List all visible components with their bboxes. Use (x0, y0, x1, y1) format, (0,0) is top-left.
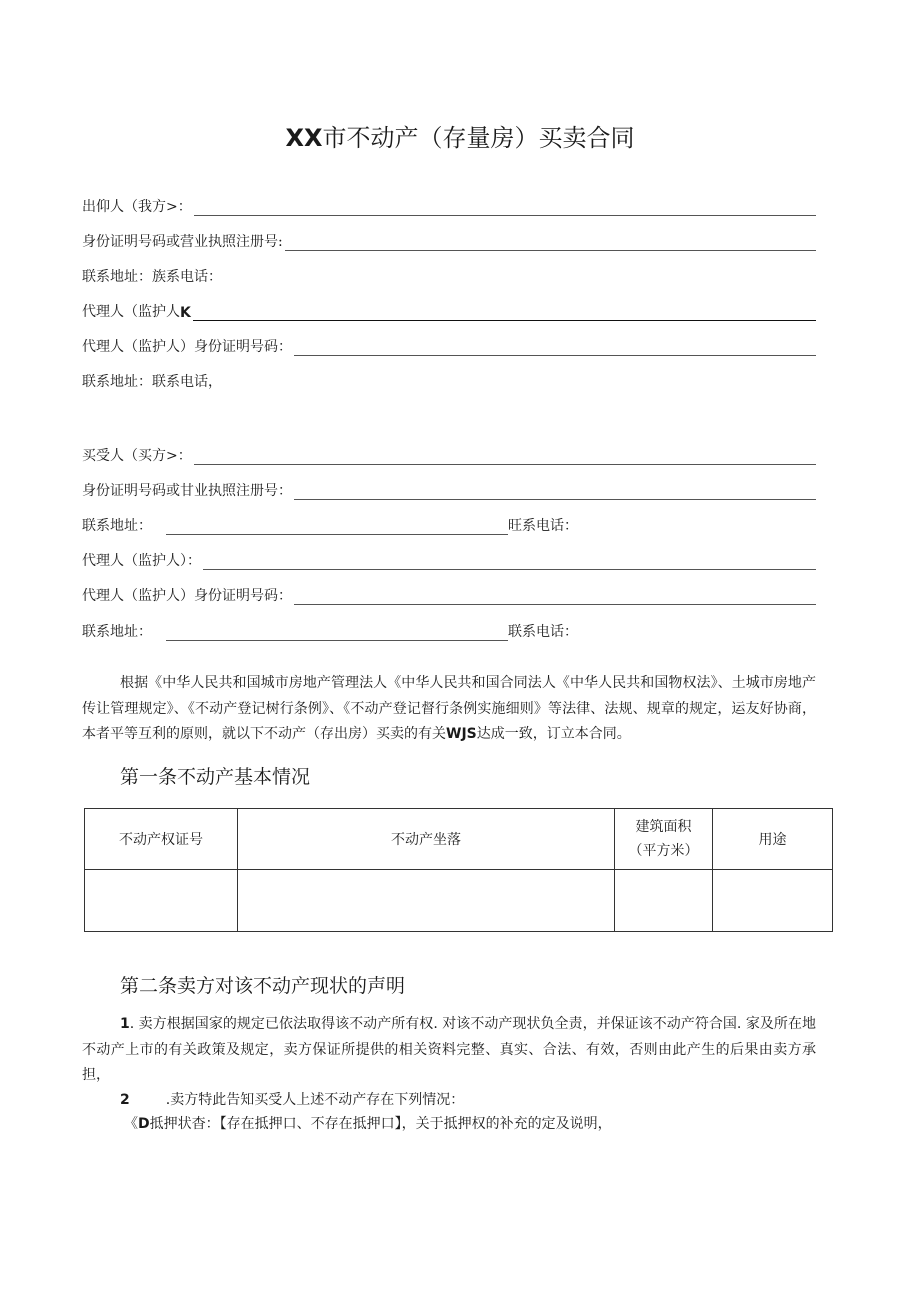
property-info-table (84, 808, 833, 932)
table-row (85, 870, 833, 932)
seller-agent-label: 代理人（监护人 (82, 304, 180, 320)
item1-text: . 卖方根据国家的规定已依法取得该不动产所有权. 对该不动产现状负全责，并保证该不动产符合国. 家及所在地不动产上市的有关政策及规定，卖方保证所提供的相关资料完整、真实、合法、有效，否则由此产生的后果由卖方承担， (82, 1016, 816, 1083)
header-area-line2: （平方米） (628, 843, 699, 859)
cell-cert-number[interactable] (85, 870, 238, 932)
preamble-text-after: 达成一致，订立本合同。 (476, 726, 631, 742)
seller-agent-id-row (82, 332, 816, 356)
article2-item1 (82, 1012, 816, 1089)
buyer-row (82, 441, 816, 465)
buyer-agent-id-row (82, 581, 816, 605)
buyer-id-row (82, 476, 816, 500)
seller-id-row (82, 227, 816, 251)
table-header-row (85, 809, 833, 870)
seller-agent-bold: K (180, 305, 191, 321)
item3-bold: D (138, 1116, 150, 1132)
buyer-agent-row (82, 546, 816, 570)
seller-agent-address-label: 联系地址：联系电话， (82, 374, 222, 390)
seller-label: 出仰人（我方>： (82, 199, 192, 215)
header-area (615, 809, 713, 870)
header-location: 不动产坐落 (238, 809, 615, 870)
title-bold-part: XX (285, 124, 323, 152)
buyer-agent-phone-label: 联系电话： (508, 624, 578, 640)
seller-address-label: 联系地址：族系电话： (82, 269, 222, 285)
buyer-agent-fill-line[interactable] (203, 555, 816, 570)
preamble-text-before: 根据《中华人民共和国城市房地产管理法人《中华人民共和国合同法人《中华人民共和国物权法》、土城市房地产传让管理规定》、《不动产登记树行条例》、《不动产登记督行条例实施细则》等法律、法规、规章的规定，运友好协商，本者平等互利的原则，就以下不动产（存出房）买卖的有关 (82, 675, 816, 742)
seller-agent-id-label: 代理人（监护人）身份证明号码： (82, 339, 292, 355)
buyer-fill-line[interactable] (194, 450, 816, 465)
buyer-agent-address-row (82, 617, 578, 641)
buyer-address-row (82, 511, 578, 535)
article2-item2 (82, 1088, 816, 1114)
buyer-address-label: 联系地址： (82, 518, 152, 534)
preamble-paragraph (82, 671, 816, 748)
seller-agent-address-row (82, 367, 222, 391)
preamble-bold: WJS (446, 726, 477, 742)
header-area-line1: 建筑面积 (635, 819, 692, 835)
article1-heading: 第一条不动产基本情况 (120, 766, 311, 788)
buyer-label: 买受人（买方>： (82, 448, 192, 464)
item3-text: 抵押状杳：【存在抵押口、不存在抵押口】，关于抵押权的补充的定及说明， (149, 1116, 612, 1132)
header-cert-number: 不动产权证号 (85, 809, 238, 870)
cell-location[interactable] (238, 870, 615, 932)
buyer-address-fill-line[interactable] (166, 520, 508, 535)
item2-number: 2 (120, 1092, 130, 1108)
item3-prefix: 《 (124, 1116, 138, 1132)
item1-number: 1 (120, 1016, 130, 1032)
seller-agent-fill-line[interactable] (193, 306, 816, 321)
header-usage: 用途 (713, 809, 833, 870)
seller-agent-row (82, 297, 816, 321)
document-title (0, 118, 920, 153)
seller-address-row (82, 262, 222, 286)
buyer-agent-label: 代理人（监护人）： (82, 553, 201, 569)
seller-id-fill-line[interactable] (285, 236, 816, 251)
buyer-agent-id-fill-line[interactable] (294, 590, 816, 605)
buyer-id-label: 身份证明号码或甘业执照注册号： (82, 483, 292, 499)
buyer-agent-address-label: 联系地址： (82, 624, 152, 640)
seller-id-label: 身份证明号码或营业执照注册号: (82, 234, 283, 250)
buyer-agent-address-fill-line[interactable] (166, 626, 508, 641)
item2-text: .卖方特此告知买受人上述不动产存在下列情况： (165, 1092, 465, 1108)
title-rest: 市不动产（存量房）买卖合同 (322, 124, 635, 152)
cell-area[interactable] (615, 870, 713, 932)
cell-usage[interactable] (713, 870, 833, 932)
article2-heading: 第二条卖方对该不动产现状的声明 (120, 975, 406, 997)
seller-fill-line[interactable] (194, 201, 816, 216)
seller-agent-id-fill-line[interactable] (294, 341, 816, 356)
seller-row (82, 192, 816, 216)
buyer-id-fill-line[interactable] (294, 485, 816, 500)
buyer-phone-label: 旺系电话： (508, 518, 578, 534)
article2-item3 (124, 1112, 814, 1138)
buyer-agent-id-label: 代理人（监护人）身份证明号码： (82, 588, 292, 604)
